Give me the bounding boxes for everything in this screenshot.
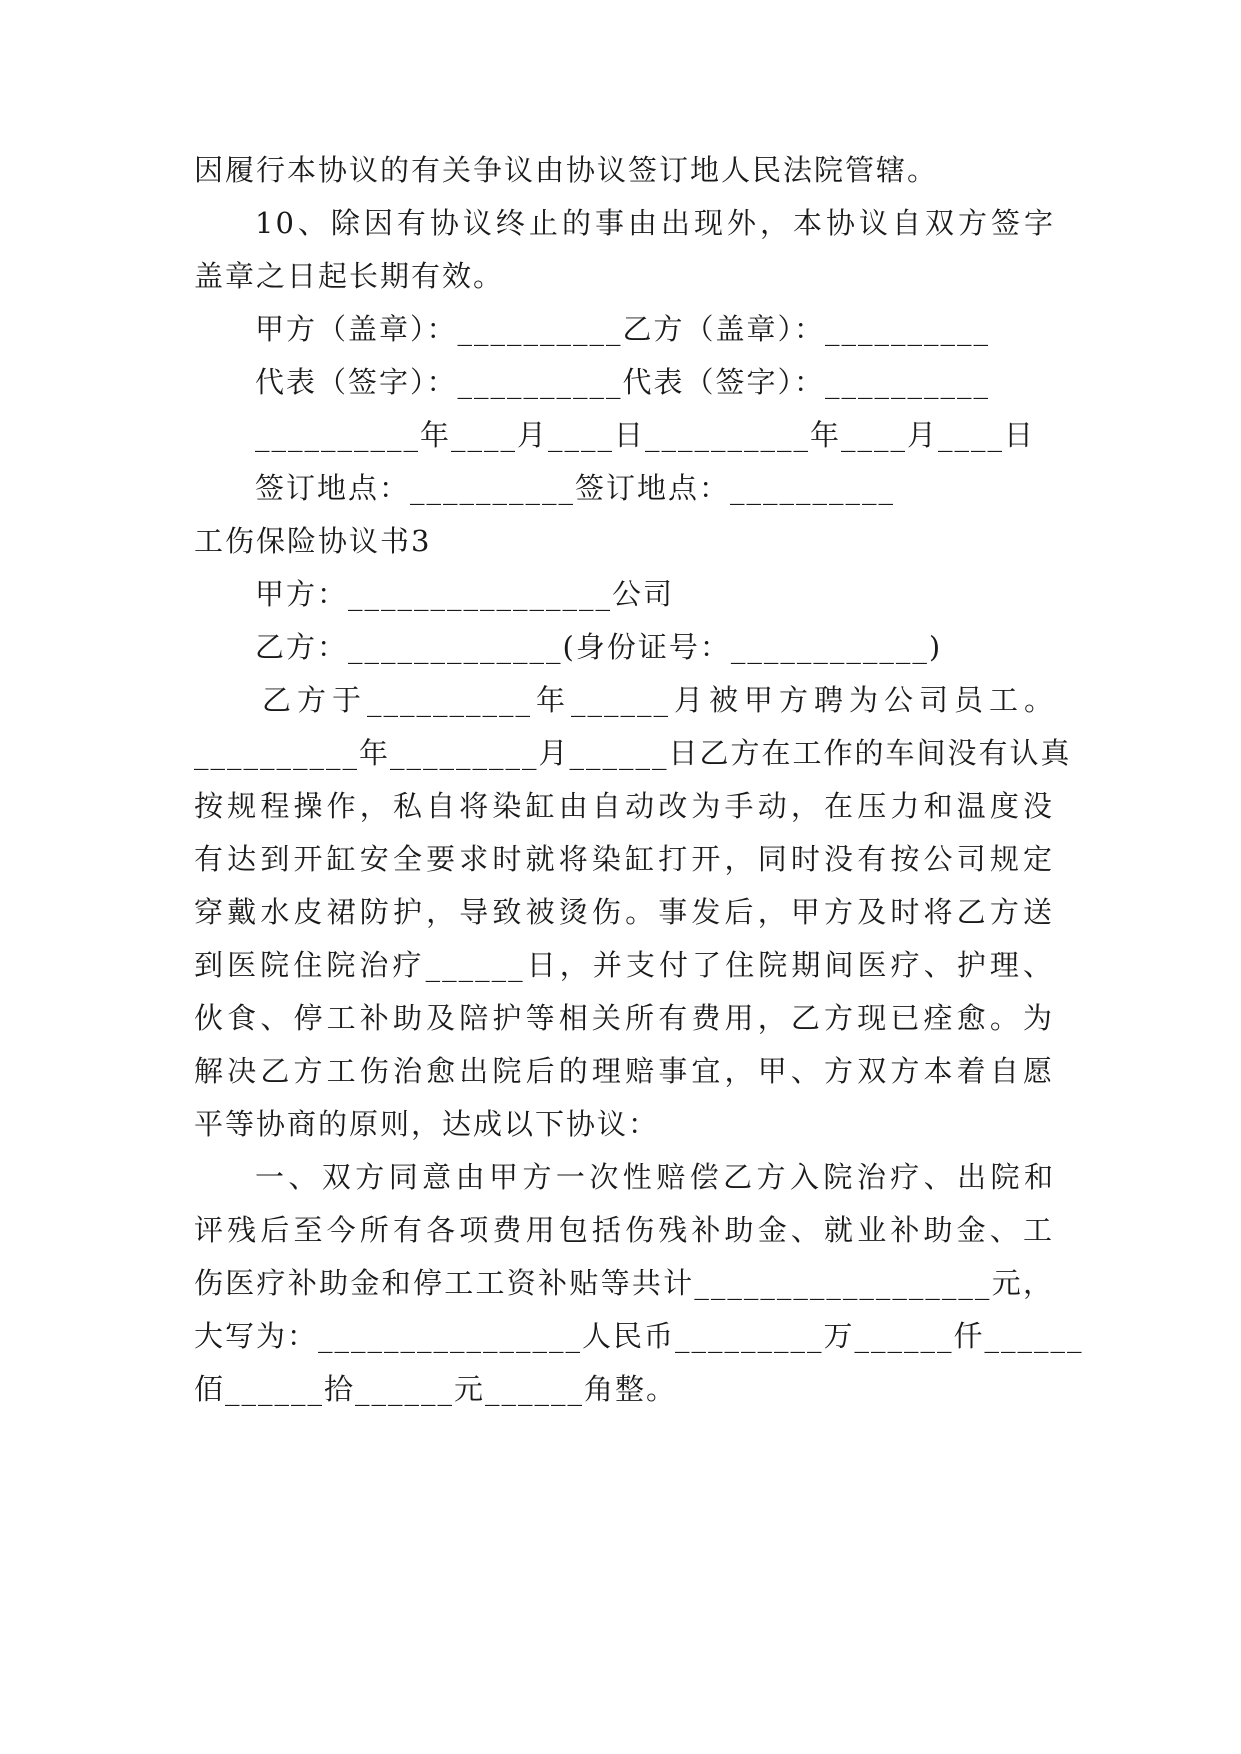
party-b-line: 乙方：_____________(身份证号：____________) <box>255 630 943 664</box>
paragraph-line: 解决乙方工伤治愈出院后的理赔事宜，甲、方双方本着自愿 <box>194 1054 1054 1088</box>
section-title: 工伤保险协议书3 <box>194 524 432 558</box>
party-a-line: 甲方：________________公司 <box>255 577 675 611</box>
representative-sign-line: 代表（签字）：__________代表（签字）：__________ <box>255 365 991 399</box>
text-line-jurisdiction: 因履行本协议的有关争议由协议签订地人民法院管辖。 <box>194 153 939 187</box>
text-line-effective: 盖章之日起长期有效。 <box>194 259 505 293</box>
party-seal-line: 甲方（盖章）：__________乙方（盖章）：__________ <box>255 312 991 346</box>
signing-place-line: 签订地点：__________签订地点：__________ <box>255 471 896 505</box>
date-line: __________年____月____日__________年____月____日 <box>255 418 1036 452</box>
paragraph-line: 穿戴水皮裙防护，导致被烫伤。事发后，甲方及时将乙方送 <box>194 895 1054 929</box>
paragraph-line: 乙方于__________年______月被甲方聘为公司员工。 <box>262 683 1055 717</box>
clause-one-line: 伤医疗补助金和停工工资补贴等共计__________________元， <box>194 1266 1054 1300</box>
paragraph-line: __________年_________月______日乙方在工作的车间没有认真 <box>194 736 1072 770</box>
amount-uppercase-line: 大写为：________________人民币_________万______仟______ <box>194 1319 1084 1353</box>
text-line-clause-10: 10、除因有协议终止的事由出现外，本协议自双方签字 <box>255 206 1055 240</box>
paragraph-line: 有达到开缸安全要求时就将染缸打开，同时没有按公司规定 <box>194 842 1054 876</box>
clause-one-line: 评残后至今所有各项费用包括伤残补助金、就业补助金、工 <box>194 1213 1054 1247</box>
paragraph-line: 伙食、停工补助及陪护等相关所有费用，乙方现已痊愈。为 <box>194 1001 1054 1035</box>
amount-uppercase-line: 佰______拾______元______角整。 <box>194 1372 678 1406</box>
paragraph-line: 平等协商的原则，达成以下协议： <box>194 1107 660 1141</box>
clause-one-line: 一、双方同意由甲方一次性赔偿乙方入院治疗、出院和 <box>255 1160 1055 1194</box>
paragraph-line: 到医院住院治疗______日，并支付了住院期间医疗、护理、 <box>194 948 1054 982</box>
paragraph-line: 按规程操作，私自将染缸由自动改为手动，在压力和温度没 <box>194 789 1054 823</box>
